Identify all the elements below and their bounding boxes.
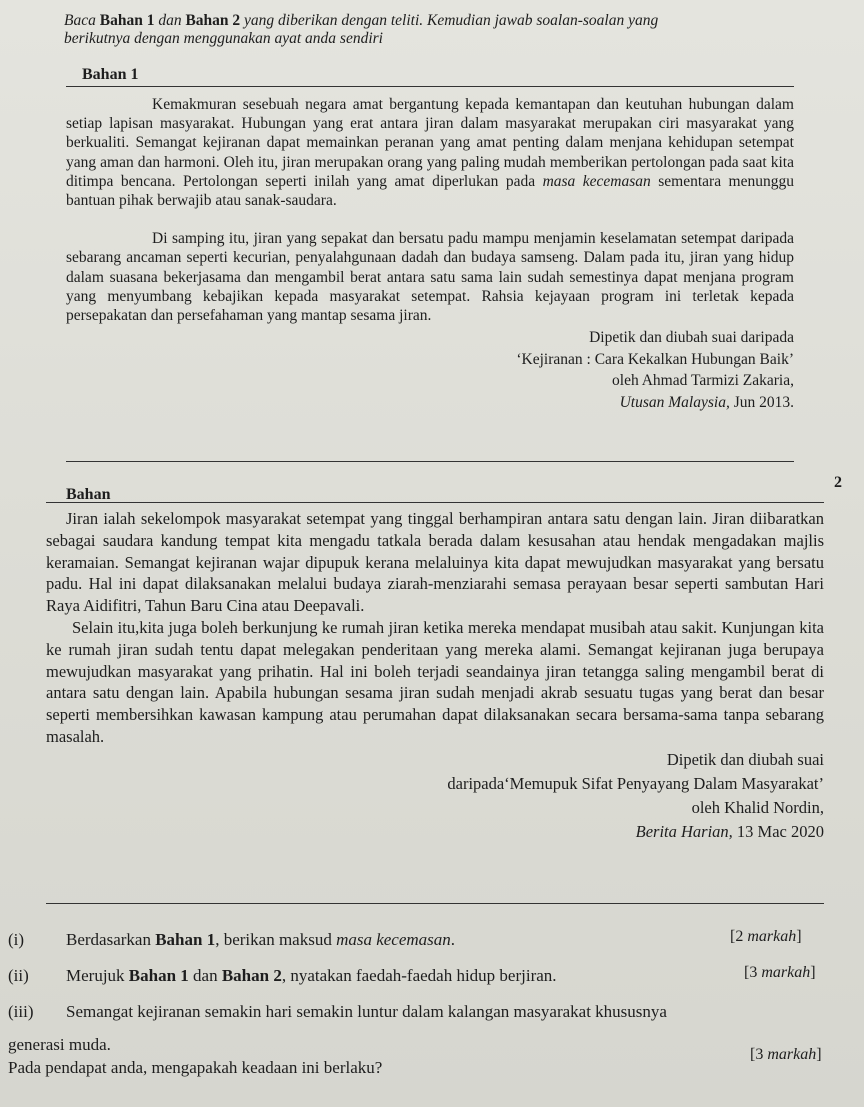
q-text: dan (188, 966, 222, 985)
question-1 (8, 928, 568, 951)
bahan1-label: Bahan 1 (82, 66, 139, 83)
marks-word: markah (747, 928, 797, 945)
instruction-text (64, 12, 784, 48)
bahan2-label: Bahan (66, 486, 111, 503)
question-3-marks (750, 1046, 822, 1064)
question-text (66, 1000, 828, 1023)
marks-close: ] (796, 928, 802, 945)
question-number: (i) (8, 930, 25, 949)
q-italic: masa kecemasan (336, 930, 451, 949)
page-number: 2 (834, 474, 842, 491)
bahan1-source (66, 327, 794, 413)
source-newspaper: Utusan Malaysia, (619, 393, 730, 411)
source-title: ‘Kejiranan : Cara Kekalkan Hubungan Baik’ (516, 350, 794, 368)
bahan2-paragraph2: Selain itu,kita juga boleh berkunjung ke rumah jiran ketika mereka mendapat musibah atau sakit. Kunjungan kita ke rumah jiran sudah tentu dapat melegakan penderitaan yang mereka alami. Semangat kejiranan juga berupaya mewujudkan masyarakat yang prihatin. Hal ini boleh terjadi seandainya jiran tetangga saling mengambil berat di antara satu dengan lain. Apabila hubungan sesama jiran sudah menjadi akrab sesuatu tugas yang berat dan besar seperti membersihkan kawasan kampung atau perumahan dapat dilaksanakan secara bersama-sama tanpa sebarang masalah. (46, 617, 824, 746)
source-newspaper: Berita Harian, (635, 821, 733, 841)
question-1-marks (730, 928, 802, 946)
question-number: (ii) (8, 966, 29, 985)
marks-word: markah (761, 964, 811, 981)
instruction-part: dan (154, 12, 186, 29)
source-date: Jun 2013. (729, 393, 794, 411)
source-line: Dipetik dan diubah suai (666, 749, 824, 769)
bahan1-paragraph1 (66, 95, 794, 210)
bahan2-source (46, 748, 824, 844)
question-text (66, 966, 557, 985)
source-publication (66, 392, 794, 414)
instruction-part: Baca (64, 12, 100, 29)
source-author: oleh Ahmad Tarmizi Zakaria, (612, 372, 794, 390)
question-line: Semangat kejiranan semakin hari semakin luntur dalam kalangan masyarakat khususnya (66, 1002, 667, 1021)
question-2-marks (744, 964, 816, 982)
source-line: Dipetik dan diubah suai daripada (589, 329, 794, 347)
q-text: . (450, 930, 456, 949)
source-author: oleh Khalid Nordin, (691, 797, 824, 817)
bahan1-para1-italic: masa kecemasan (542, 172, 651, 190)
question-text (66, 930, 455, 949)
q-text: , nyatakan faedah-faedah hidup berjiran. (281, 966, 557, 985)
source-publication (46, 820, 824, 844)
bahan1-para1-text: Kemakmuran sesebuah negara amat bergantung kepada kemantapan dan keutuhan hubungan dalam setiap lapisan masyarakat. Hubungan yang erat antara jiran dalam masyarakat merupakan ciri masyarakat yang berkualiti. Semangat kejiranan dapat memainkan peranan yang amat penting dalam menjana kehidupan setempat yang aman dan harmoni. Oleh itu, jiran merupakan orang yang paling mudah memberikan pertolongan pada saat kita ditimpa bencana. Pertolongan seperti inilah yang amat diperlukan pada (66, 96, 794, 190)
bahan2-paragraph1: Jiran ialah sekelompok masyarakat setempat yang tinggal berhampiran antara satu dengan lain. Jiran diibaratkan sebagai saudara kandung tempat kita mengadu tatkala berada dalam kesusahan atau hendak mengadakan majlis keramaian. Semangat kejiranan wajar dipupuk kerana melaluinya kita dapat mewujudkan masyarakat yang bersatu padu. Hal ini dapat dilaksanakan melalui budaya ziarah-menziarahi semasa perayaan besar seperti sambutan Hari Raya Aidifitri, Tahun Baru Cina atau Deepavali. (46, 509, 824, 616)
bahan1-box (66, 86, 794, 462)
q-bold: Bahan 1 (128, 966, 189, 985)
instruction-part: yang diberikan dengan teliti. Kemudian jawab soalan-soalan yang (240, 12, 659, 29)
q-text: Merujuk (66, 966, 129, 985)
question-3 (8, 1000, 828, 1079)
source-date: 13 Mac 2020 (732, 821, 824, 841)
question-2 (8, 964, 688, 987)
marks-word: markah (767, 1046, 817, 1063)
marks-close: ] (816, 1046, 822, 1063)
marks-open: [3 (750, 1046, 768, 1063)
instruction-bold: Bahan 1 (99, 12, 155, 29)
bahan2-box (46, 502, 824, 904)
question-line: Pada pendapat anda, mengapakah keadaan ini berlaku? (8, 1058, 383, 1077)
bahan1-para1-end: sementara menunggu bantuan pihak berwajib atau sanak-saudara. (66, 172, 794, 210)
q-bold: Bahan 1 (155, 930, 216, 949)
marks-open: [2 (730, 928, 748, 945)
instruction-line2: berikutnya dengan menggunakan ayat anda sendiri (64, 30, 383, 47)
q-bold: Bahan 2 (221, 966, 282, 985)
instruction-bold: Bahan 2 (185, 12, 241, 29)
marks-close: ] (810, 964, 816, 981)
question-number: (iii) (8, 1002, 34, 1021)
q-text: Berdasarkan (66, 930, 156, 949)
marks-open: [3 (744, 964, 762, 981)
q-text: , berikan maksud (215, 930, 337, 949)
source-title: daripada‘Memupuk Sifat Penyayang Dalam Masyarakat’ (447, 773, 824, 793)
bahan1-paragraph2: Di samping itu, jiran yang sepakat dan bersatu padu mampu menjamin keselamatan setempat daripada sebarang ancaman seperti kecurian, penyalahgunaan dadah dan budaya samseng. Dalam pada itu, jiran yang hidup dalam suasana bekerjasama dan mengambil berat antara satu sama lain sudah semestinya dapat menjana program yang menyumbang kebajikan kepada masyarakat setempat. Rahsia kejayaan program ini terletak kepada persepakatan dan persefahaman yang mantap sesama jiran. (66, 230, 794, 325)
question-line: generasi muda. (8, 1035, 111, 1054)
